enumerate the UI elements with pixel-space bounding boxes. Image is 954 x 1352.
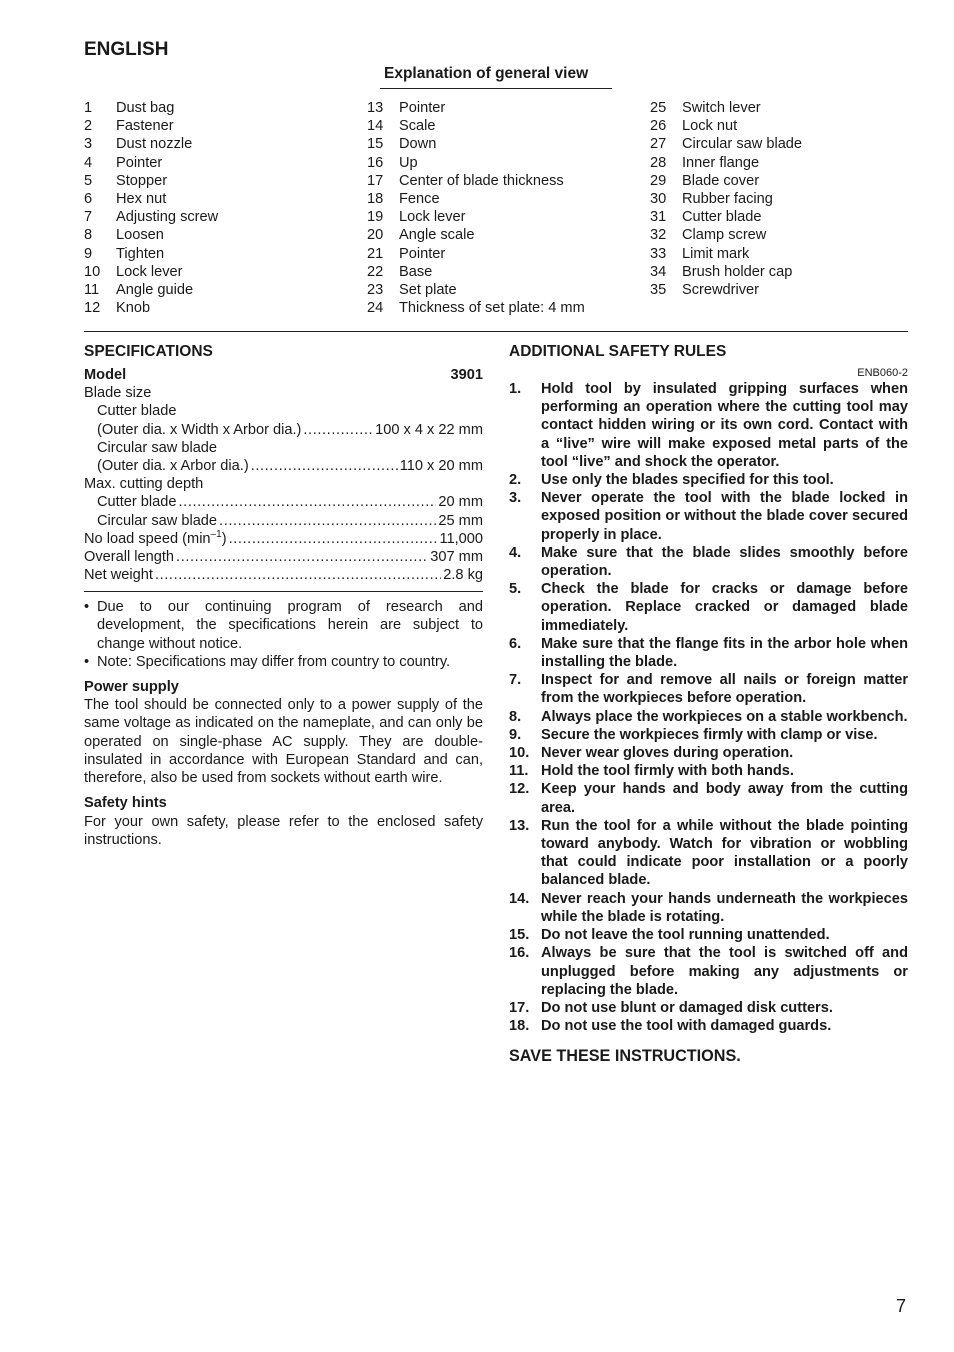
speed-label-close: ) — [221, 530, 227, 547]
legend-item — [84, 172, 168, 190]
legend-item — [84, 226, 164, 244]
left-column — [84, 342, 483, 849]
legend-number: 32 — [650, 227, 667, 244]
legend-item — [367, 154, 418, 172]
legend-item — [650, 263, 793, 281]
legend-label: Dust bag — [116, 100, 175, 116]
legend-number: 3 — [84, 136, 93, 153]
language-heading: ENGLISH — [84, 39, 169, 60]
cutter-blade-label — [84, 402, 483, 420]
legend-number: 13 — [367, 100, 384, 116]
rule-number: 1. — [509, 381, 522, 397]
blade-size-label — [84, 384, 483, 402]
legend-item — [84, 245, 165, 263]
rule-text: Never wear gloves during operation. — [541, 745, 794, 762]
spec-label: (Outer dia. x Arbor dia.) — [97, 457, 249, 474]
legend-number: 28 — [650, 154, 667, 171]
legend-label: Blade cover — [682, 172, 760, 189]
legend-item — [650, 245, 750, 263]
legend-item — [84, 117, 174, 135]
spec-label: Overall length — [84, 548, 175, 565]
legend-number: 19 — [367, 209, 384, 226]
legend-number: 4 — [84, 154, 93, 171]
legend-number: 24 — [367, 300, 384, 317]
spec-label: Net weight — [84, 567, 153, 584]
legend-number: 35 — [650, 281, 667, 298]
legend-label: Center of blade thickness — [399, 172, 564, 189]
rule-text: Always place the workpieces on a stable workbench. — [541, 708, 908, 725]
rule-number: 14. — [509, 890, 530, 907]
depth-cutter-row — [84, 493, 483, 511]
model-value: 3901 — [450, 367, 483, 383]
safety-rule-item — [509, 780, 908, 816]
dot-leader — [251, 457, 398, 475]
legend-label: Cutter blade — [682, 209, 762, 226]
legend-number: 26 — [650, 118, 667, 135]
rule-number: 6. — [509, 635, 522, 652]
rule-number: 7. — [509, 672, 522, 689]
safety-rule-item — [509, 726, 908, 744]
specifications-divider — [84, 591, 483, 592]
circular-saw-blade-dims-row — [84, 457, 483, 475]
legend-item — [650, 281, 760, 299]
legend-column-3 — [650, 99, 803, 299]
legend-label: Lock lever — [399, 209, 466, 226]
legend-number: 30 — [650, 190, 667, 207]
legend-item — [84, 135, 193, 153]
rule-text: Do not use blunt or damaged disk cutters. — [541, 999, 833, 1016]
spec-value: 307 mm — [430, 548, 483, 565]
legend-item — [367, 208, 466, 226]
legend-number: 10 — [84, 263, 101, 280]
spec-label: (Outer dia. x Width x Arbor dia.) — [97, 421, 302, 438]
legend-label: Dust nozzle — [116, 136, 193, 153]
right-column — [509, 342, 908, 1066]
safety-rule-item — [509, 471, 908, 489]
specification-note: • Due to our continuing program of research and development, the specifications herein are subject to change without notice. — [84, 598, 483, 653]
legend-number: 15 — [367, 136, 384, 153]
legend-label: Up — [399, 154, 418, 171]
rule-text: Inspect for and remove all nails or foreign matter from the workpieces before operation. — [541, 672, 908, 707]
spec-label: Circular saw blade — [97, 439, 218, 456]
legend-number: 2 — [84, 118, 93, 135]
legend-label: Brush holder cap — [682, 263, 793, 280]
rule-text: Keep your hands and body away from the cutting area. — [541, 781, 908, 816]
legend-item — [650, 154, 760, 172]
legend-item — [367, 263, 433, 281]
safety-rule-item — [509, 580, 908, 635]
rule-text: Never reach your hands underneath the workpieces while the blade is rotating. — [541, 890, 908, 925]
depth-saw-row — [84, 512, 483, 530]
legend-number: 25 — [650, 100, 667, 116]
legend-number: 20 — [367, 227, 384, 244]
rule-number: 18. — [509, 1018, 530, 1035]
legend-item — [650, 208, 762, 226]
spec-label: Max. cutting depth — [84, 476, 204, 493]
spec-label: Cutter blade — [97, 494, 177, 511]
legend-number: 33 — [650, 245, 667, 262]
safety-rule-item — [509, 708, 908, 726]
legend-number: 17 — [367, 172, 384, 189]
safety-rules-heading: ADDITIONAL SAFETY RULES — [509, 343, 727, 360]
rule-text: Hold tool by insulated gripping surfaces when performing an operation where the cutting tool may contact hidden wiring or its own cord. Contact with a “live” wire will make exposed metal parts of the tool “live” and shock the operator. — [541, 381, 908, 470]
spec-value: 110 x 20 mm — [399, 457, 483, 474]
legend-label: Pointer — [399, 245, 446, 262]
rule-number: 13. — [509, 817, 530, 834]
legend-item — [367, 226, 475, 244]
title-underline — [380, 88, 612, 89]
legend-item — [367, 99, 446, 117]
spec-value: 20 mm — [438, 494, 483, 511]
safety-rule-item — [509, 817, 908, 890]
spec-value: 25 mm — [438, 512, 483, 529]
legend-item — [650, 99, 761, 117]
dot-leader — [303, 421, 373, 439]
explanation-title: Explanation of general view — [384, 65, 589, 82]
legend-item — [84, 299, 151, 317]
rule-number: 8. — [509, 708, 522, 725]
legend-number: 23 — [367, 281, 384, 298]
rule-number: 16. — [509, 945, 530, 962]
legend-number: 11 — [84, 281, 100, 298]
legend-item — [367, 117, 436, 135]
legend-label: Stopper — [116, 172, 168, 189]
legend-label: Switch lever — [682, 100, 761, 116]
rule-text: Make sure that the flange fits in the arbor hole when installing the blade. — [541, 635, 908, 671]
cutter-blade-dims-row — [84, 421, 483, 439]
rule-text: Run the tool for a while without the blade pointing toward anybody. Watch for vibration or wobbling that could indicate poor installation or a poorly balanced blade. — [541, 817, 908, 889]
legend-item — [84, 190, 167, 208]
legend-label: Fastener — [116, 118, 174, 135]
legend-column-1 — [84, 99, 219, 317]
safety-rule-item — [509, 544, 908, 580]
model-label: Model — [84, 367, 127, 383]
safety-hints-heading: Safety hints — [84, 795, 167, 812]
legend-item — [367, 190, 440, 208]
specification-note: • Note: Specifications may differ from country to country. — [84, 653, 483, 671]
legend-item — [650, 135, 803, 153]
spec-value: 100 x 4 x 22 mm — [375, 421, 483, 438]
legend-label: Set plate — [399, 281, 457, 298]
legend-number: 29 — [650, 172, 667, 189]
rule-text: Hold the tool firmly with both hands. — [541, 763, 794, 780]
legend-label: Circular saw blade — [682, 136, 803, 153]
legend-label: Adjusting screw — [116, 209, 219, 226]
dot-leader — [219, 512, 436, 530]
legend-number: 21 — [367, 245, 384, 262]
safety-rule-item — [509, 671, 908, 707]
legend-column-2 — [367, 99, 585, 317]
legend-label: Down — [399, 136, 437, 153]
legend-label: Base — [399, 263, 433, 280]
spec-label — [84, 530, 227, 548]
legend-number: 6 — [84, 190, 93, 207]
legend-label: Lock lever — [116, 263, 183, 280]
legend-number: 31 — [650, 209, 667, 226]
legend-item — [650, 117, 738, 135]
spec-label: Cutter blade — [97, 403, 177, 420]
net-weight-row — [84, 566, 483, 584]
rule-number: 9. — [509, 726, 522, 743]
dot-leader — [176, 548, 428, 566]
specifications-heading: SPECIFICATIONS — [84, 343, 213, 360]
rule-text: Do not use the tool with damaged guards. — [541, 1018, 832, 1035]
rule-text: Check the blade for cracks or damage before operation. Replace cracked or damaged blade immediately. — [541, 581, 908, 634]
legend-number: 27 — [650, 136, 667, 153]
legend-item — [84, 154, 163, 172]
legend-label: Tighten — [116, 245, 165, 262]
save-instructions: SAVE THESE INSTRUCTIONS. — [509, 1047, 741, 1066]
power-supply-text: The tool should be connected only to a power supply of the same voltage as indicated on the nameplate, and can only be operated on single-phase AC supply. They are double-insulated in accordance with European Standard and can, therefore, also be used from sockets without earth wire. — [84, 697, 483, 787]
power-supply-heading: Power supply — [84, 679, 179, 696]
rule-number: 5. — [509, 581, 522, 598]
speed-label-text: No load speed (min — [84, 530, 211, 547]
max-cutting-depth-label — [84, 475, 483, 493]
legend-label: Hex nut — [116, 190, 167, 207]
legend-label: Loosen — [116, 227, 164, 244]
safety-rule-item — [509, 635, 908, 671]
rule-text: Use only the blades specified for this tool. — [541, 472, 834, 489]
legend-label: Scale — [399, 118, 436, 135]
legend-number: 1 — [84, 100, 93, 116]
safety-hints-text: For your own safety, please refer to the enclosed safety instructions. — [84, 813, 483, 848]
legend-item — [650, 172, 760, 190]
rule-text: Make sure that the blade slides smoothly before operation. — [541, 544, 908, 580]
rule-number: 17. — [509, 999, 530, 1016]
safety-rule-item — [509, 944, 908, 999]
circular-saw-blade-label — [84, 439, 483, 457]
spec-value: 2.8 kg — [443, 567, 483, 584]
legend-label: Pointer — [399, 100, 446, 116]
legend-number: 34 — [650, 263, 667, 280]
rule-number: 11. — [509, 763, 529, 780]
legend-number: 5 — [84, 172, 93, 189]
rule-number: 2. — [509, 472, 522, 489]
rule-number: 10. — [509, 745, 530, 762]
legend-item — [367, 172, 564, 190]
legend-item — [650, 190, 773, 208]
rule-number: 4. — [509, 544, 522, 561]
dot-leader — [229, 530, 438, 548]
legend-label: Limit mark — [682, 245, 750, 262]
speed-unit-superscript: –1 — [210, 528, 222, 540]
legend-label: Rubber facing — [682, 190, 773, 207]
legend-label: Screwdriver — [682, 281, 760, 298]
spec-value: 11,000 — [439, 530, 483, 547]
safety-rule-item — [509, 926, 908, 944]
model-row — [84, 366, 483, 384]
legend-number: 22 — [367, 263, 384, 280]
legend-label: Fence — [399, 190, 440, 207]
overall-length-row — [84, 548, 483, 566]
safety-rule-item — [509, 1017, 908, 1035]
legend-number: 9 — [84, 245, 93, 262]
legend-number: 8 — [84, 227, 93, 244]
legend-item — [84, 208, 219, 226]
spec-label: Circular saw blade — [97, 512, 218, 529]
legend-item — [84, 263, 183, 281]
safety-rule-item — [509, 744, 908, 762]
rule-text: Never operate the tool with the blade locked in exposed position or without the blade cover secured properly in place. — [541, 490, 908, 543]
spec-label: Blade size — [84, 385, 152, 402]
rule-text: Secure the workpieces firmly with clamp or vise. — [541, 726, 878, 743]
legend-label: Angle scale — [399, 227, 475, 244]
legend-label: Inner flange — [682, 154, 760, 171]
legend-label: Knob — [116, 300, 151, 317]
dot-leader — [155, 566, 441, 584]
rule-number: 3. — [509, 490, 522, 507]
document-code: ENB060-2 — [857, 367, 908, 379]
legend-item — [367, 281, 457, 299]
safety-rule-item — [509, 999, 908, 1017]
safety-rule-item — [509, 489, 908, 544]
safety-rules-list — [509, 380, 908, 1035]
section-divider — [84, 331, 908, 332]
legend-number: 16 — [367, 154, 384, 171]
rule-number: 15. — [509, 927, 530, 944]
legend-number: 7 — [84, 209, 93, 226]
legend-label: Lock nut — [682, 118, 738, 135]
rule-text: Do not leave the tool running unattended. — [541, 927, 830, 944]
safety-rule-item — [509, 762, 908, 780]
legend-item — [367, 299, 585, 317]
legend-number: 12 — [84, 300, 101, 317]
legend-number: 14 — [367, 118, 384, 135]
legend-label: Thickness of set plate: 4 mm — [399, 300, 585, 317]
legend-item — [367, 245, 446, 263]
legend-item — [84, 99, 175, 117]
safety-rule-item — [509, 380, 908, 471]
legend-item — [367, 135, 437, 153]
safety-rule-item — [509, 890, 908, 926]
dot-leader — [179, 493, 437, 511]
legend-item — [650, 226, 767, 244]
page-number: 7 — [896, 1296, 907, 1316]
no-load-speed-row — [84, 530, 483, 548]
rule-number: 12. — [509, 781, 530, 798]
legend-label: Angle guide — [116, 281, 194, 298]
legend-label: Pointer — [116, 154, 163, 171]
rule-text: Always be sure that the tool is switched off and unplugged before making any adjustments or replacing the blade. — [541, 945, 908, 998]
legend-item — [84, 281, 194, 299]
legend-number: 18 — [367, 190, 384, 207]
legend-label: Clamp screw — [682, 227, 767, 244]
